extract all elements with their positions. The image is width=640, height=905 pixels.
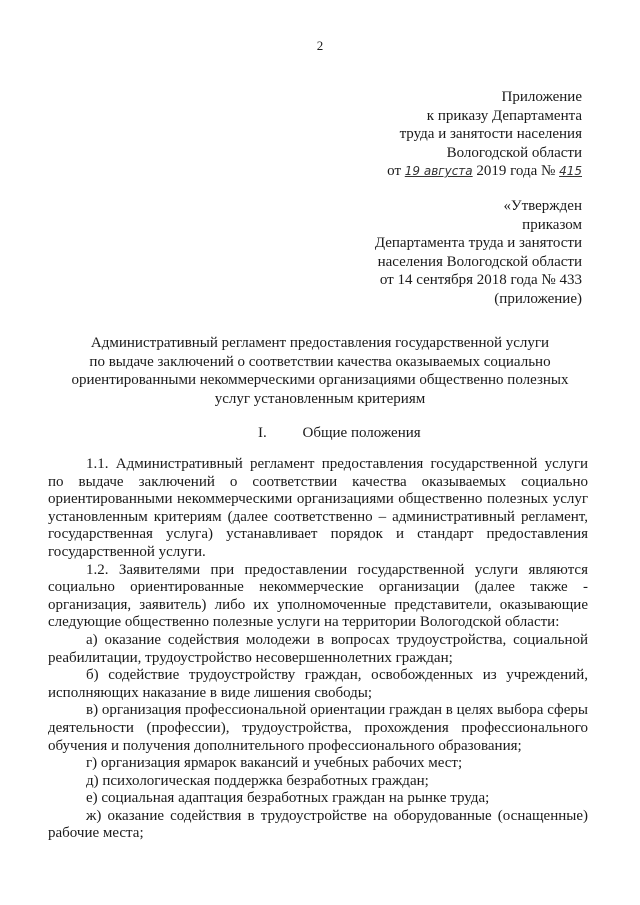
section-title: Общие положения xyxy=(302,425,421,441)
date-prefix: от xyxy=(387,163,402,179)
date-mid: 2019 года № xyxy=(476,163,556,179)
approval-line: Вологодской области xyxy=(446,144,582,161)
paragraph: 1.2. Заявителями при предоставлении государственной услуги являются социально ориентированные некоммерческие организации (далее также - организация, заявитель) либо их уполномоченные представители, оказывающие следующие общественно полезные услуги на территории Вологодской области: xyxy=(48,561,588,631)
approved-line: населения Вологодской области xyxy=(377,253,582,270)
handwritten-date: 19 августа xyxy=(404,164,473,178)
approved-line: Департамента труда и занятости xyxy=(374,235,582,251)
approved-line: (приложение) xyxy=(494,290,582,307)
title-line: ориентированными некоммерческими организациями общественно полезных xyxy=(71,372,569,388)
title-line: по выдаче заключений о соответствии качества оказываемых социально xyxy=(89,353,551,370)
title-line: Административный регламент предоставления государственной услуги xyxy=(90,335,550,351)
approved-line: «Утвержден xyxy=(503,198,582,214)
section-heading xyxy=(258,425,421,442)
list-item: е) социальная адаптация безработных граждан на рынке труда; xyxy=(86,790,490,807)
approval-line: к приказу Департамента xyxy=(426,107,582,124)
paragraph: 1.1. Административный регламент предоставления государственной услуги по выдаче заключений о соответствии качества оказываемых социально ориентированными некоммерческими организациями общественно полезных услуг установленным критериям (далее соответственно – административный регламент, государственная услуга) устанавливает порядок и стандарт предоставления государственной услуги. xyxy=(48,456,588,560)
body-text xyxy=(48,456,588,843)
approved-line: приказом xyxy=(522,216,582,233)
list-item: в) организация профессиональной ориентации граждан в целях выбора сферы деятельности (профессии), трудоустройства, прохождения профессионального обучения и получения дополнительного профессионального образования; xyxy=(48,702,588,754)
approval-line: Приложение xyxy=(501,89,582,105)
approved-block xyxy=(375,197,582,308)
approval-block xyxy=(387,88,582,181)
document-title xyxy=(60,334,580,408)
title-line: услуг установленным критериям xyxy=(214,390,426,407)
section-number: I. xyxy=(258,425,267,441)
approval-line: труда и занятости населения xyxy=(399,126,582,142)
approved-line: от 14 сентября 2018 года № 433 xyxy=(379,272,582,288)
page-number: 2 xyxy=(316,38,324,53)
list-item: а) оказание содействия молодежи в вопросах трудоустройства, социальной реабилитации, трудоустройство несовершеннолетних граждан; xyxy=(48,631,588,666)
list-item: д) психологическая поддержка безработных граждан; xyxy=(86,772,429,789)
list-item: г) организация ярмарок вакансий и учебных рабочих мест; xyxy=(86,755,463,772)
handwritten-number: 415 xyxy=(559,164,582,178)
list-item: ж) оказание содействия в трудоустройстве на оборудованные (оснащенные) рабочие места; xyxy=(48,807,588,842)
approval-date-line xyxy=(387,162,582,181)
list-item: б) содействие трудоустройству граждан, освобожденных из учреждений, исполняющих наказание в виде лишения свободы; xyxy=(48,667,588,701)
